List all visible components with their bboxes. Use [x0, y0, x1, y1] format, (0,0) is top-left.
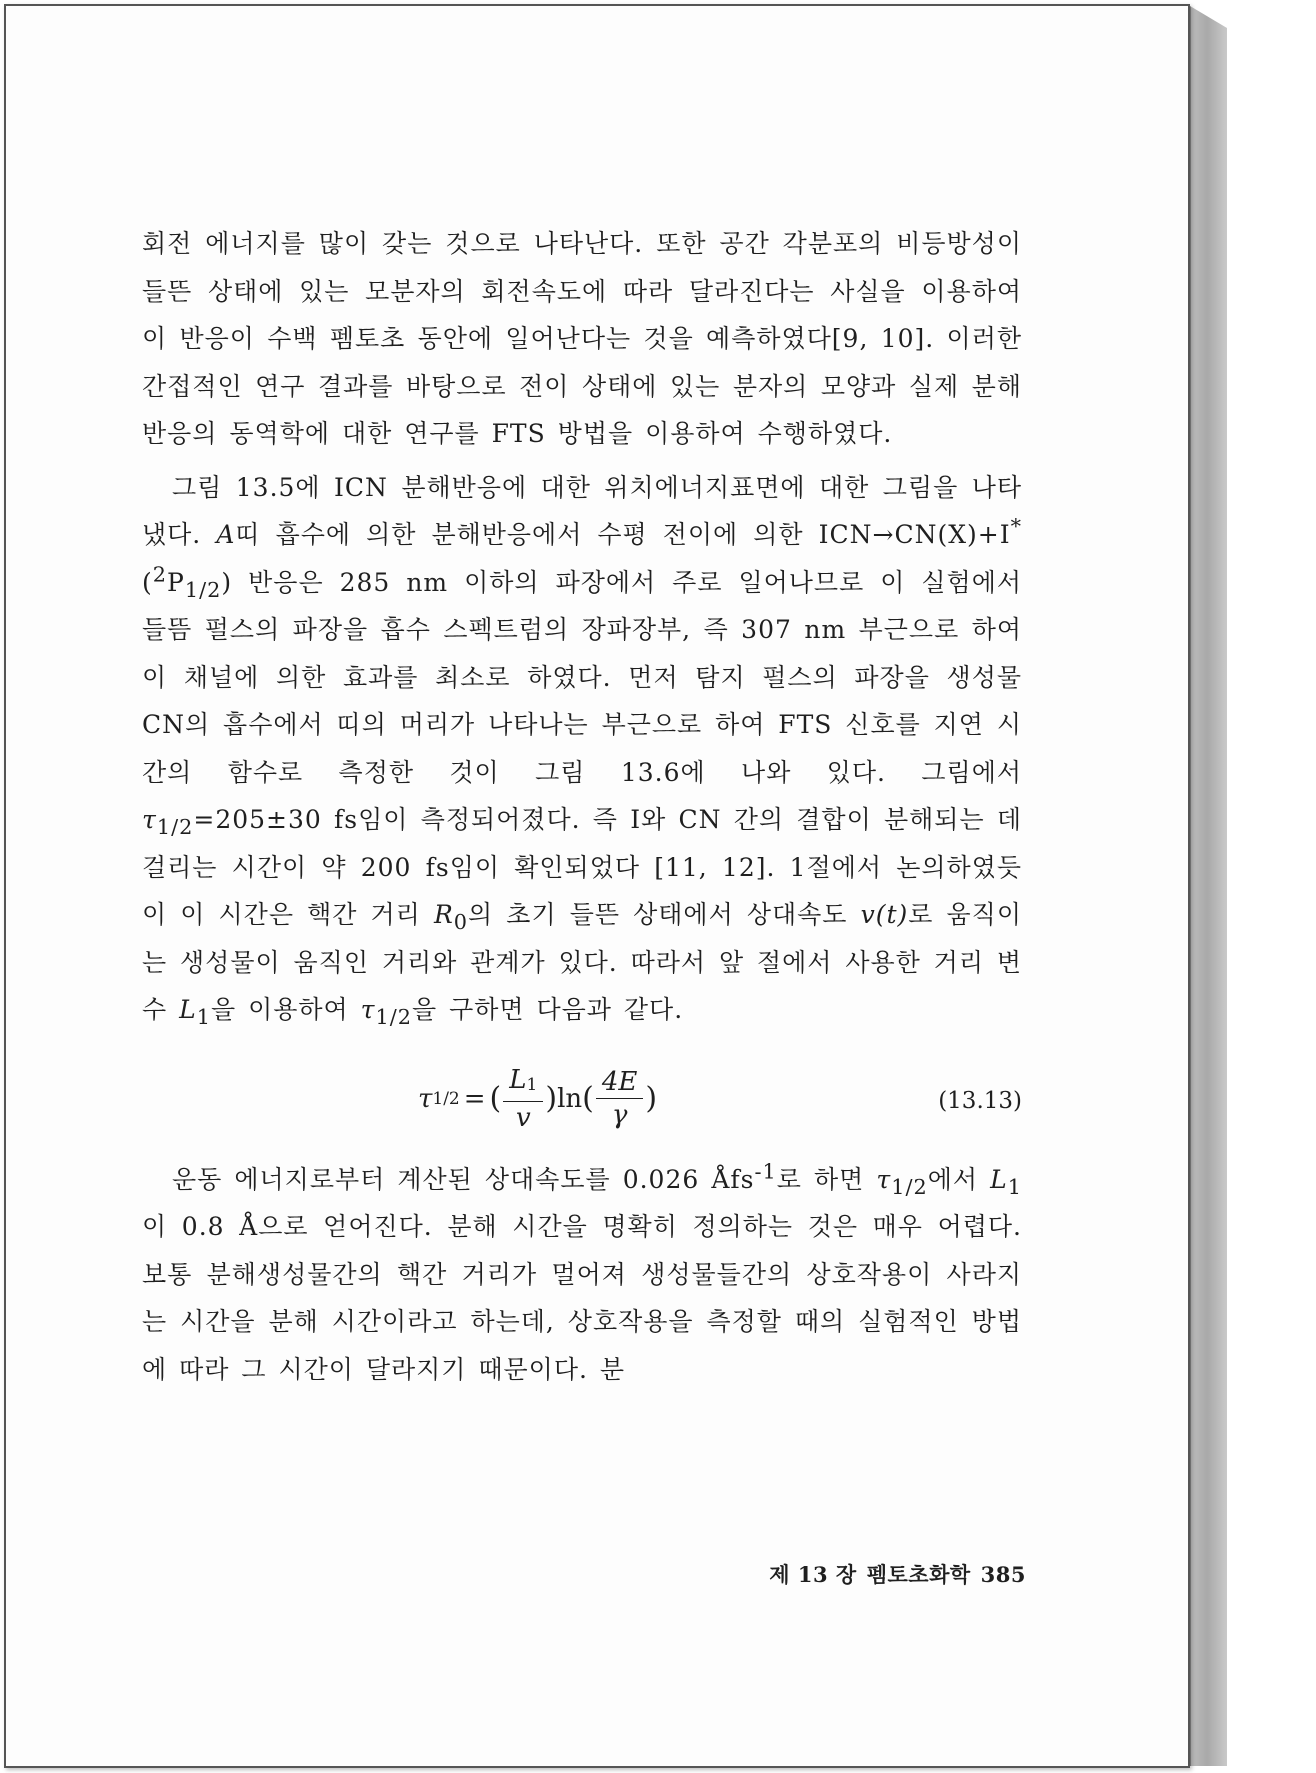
page: [4, 4, 1190, 1768]
text-block: [142, 220, 1022, 1393]
paragraph-3: 운동 에너지로부터 계산된 상대속도를 0.026 Åfs$^{-1}$로 하면 $\tau_{1/2}$에서 $L_1$이 0.8 Å으로 얻어진다. 분해 시간을 명확히 정의하는 것은 매우 어렵다. 보통 분해생성물간의 핵간 거리가 멀어져 생성물들간의 상호작용이 사라지는 시간을 분해 시간이라고 하는데, 상호작용을 측정할 때의 실험적인 방법에 따라 그 시간이 달라지기 때문이다. 분: [142, 1159, 1022, 1384]
variable-l: L: [990, 1164, 1008, 1194]
variable-v: v: [860, 900, 876, 929]
variable-r: R: [433, 900, 454, 929]
equation-number: (13.13): [938, 1087, 1022, 1114]
chapter-title: 펨토초화학: [866, 1562, 971, 1587]
variable-a: A: [216, 520, 236, 549]
equation-body: τ 1/2 = ( $\frac{L1}{v}$ ) ln ( $\frac{4E}{\gamma}$ ): [418, 1064, 658, 1133]
tau-symbol: τ: [360, 995, 376, 1024]
tau-symbol: τ: [876, 1164, 892, 1194]
tau-symbol: τ: [142, 805, 157, 834]
variable-l: L: [179, 995, 197, 1024]
fraction-l1-over-v: $\frac{L1}{v}$: [503, 1064, 543, 1134]
equation-13-13: [142, 1040, 1022, 1152]
fraction-4e-over-gamma: $\frac{4E}{\gamma}$: [596, 1066, 644, 1131]
book-spine: [1190, 6, 1227, 1766]
chapter-label: 제 13 장: [769, 1562, 857, 1587]
paragraph-2: 그림 13.5에 ICN 분해반응에 대한 위치에너지표면에 대한 그림을 나타냈다. A띠 흡수에 의한 분해반응에서 수평 전이에 의한 $ICN\to CN(X)+I^*(^2P_{1/2})$ 반응은 285 nm 이하의 파장에서 주로 일어나므로 이 실험에서 들뜸 펄스의 파장을 흡수 스펙트럼의 장파장부, 즉 307 nm 부근으로 하여 이 채널에 의한 효과를 최소로 하였다. 먼저 탐지 펄스의 파장을 생성물 CN의 흡수에서 띠의 머리가 나타나는 부근으로 하여 FTS 신호를 지연 시간의 함수로 측정한 것이 그림 13.6에 나와 있다. 그림에서 $\tau_{1/2}=205\pm 30$ fs임이 측정되어졌다. 즉 I와 CN 간의 결합이 분해되는 데 걸리는 시간이 약 200 fs임이 확인되었다 [11, 12]. 1절에서 논의하였듯이 이 시간은 핵간 거리 $R_0$의 초기 들뜬 상태에서 상대속도 v(t)로 움직이는 생성물이 움직인 거리와 관계가 있다. 따라서 앞 절에서 사용한 거리 변수 $L_1$을 이용하여 $\tau_{1/2}$을 구하면 다음과 같다.: [142, 472, 1022, 1029]
page-footer: [706, 1559, 1026, 1589]
page-number: 385: [980, 1562, 1026, 1587]
paragraph-1: 회전 에너지를 많이 갖는 것으로 나타난다. 또한 공간 각분포의 비등방성이 들뜬 상태에 있는 모분자의 회전속도에 따라 달라진다는 사실을 이용하여 이 반응이 수백 펨토초 동안에 일어난다는 것을 예측하였다[9, 10]. 이러한 간접적인 연구 결과를 바탕으로 전이 상태에 있는 분자의 모양과 실제 분해반응의 동역학에 대한 연구를 FTS 방법을 이용하여 수행하였다.: [142, 229, 1022, 448]
